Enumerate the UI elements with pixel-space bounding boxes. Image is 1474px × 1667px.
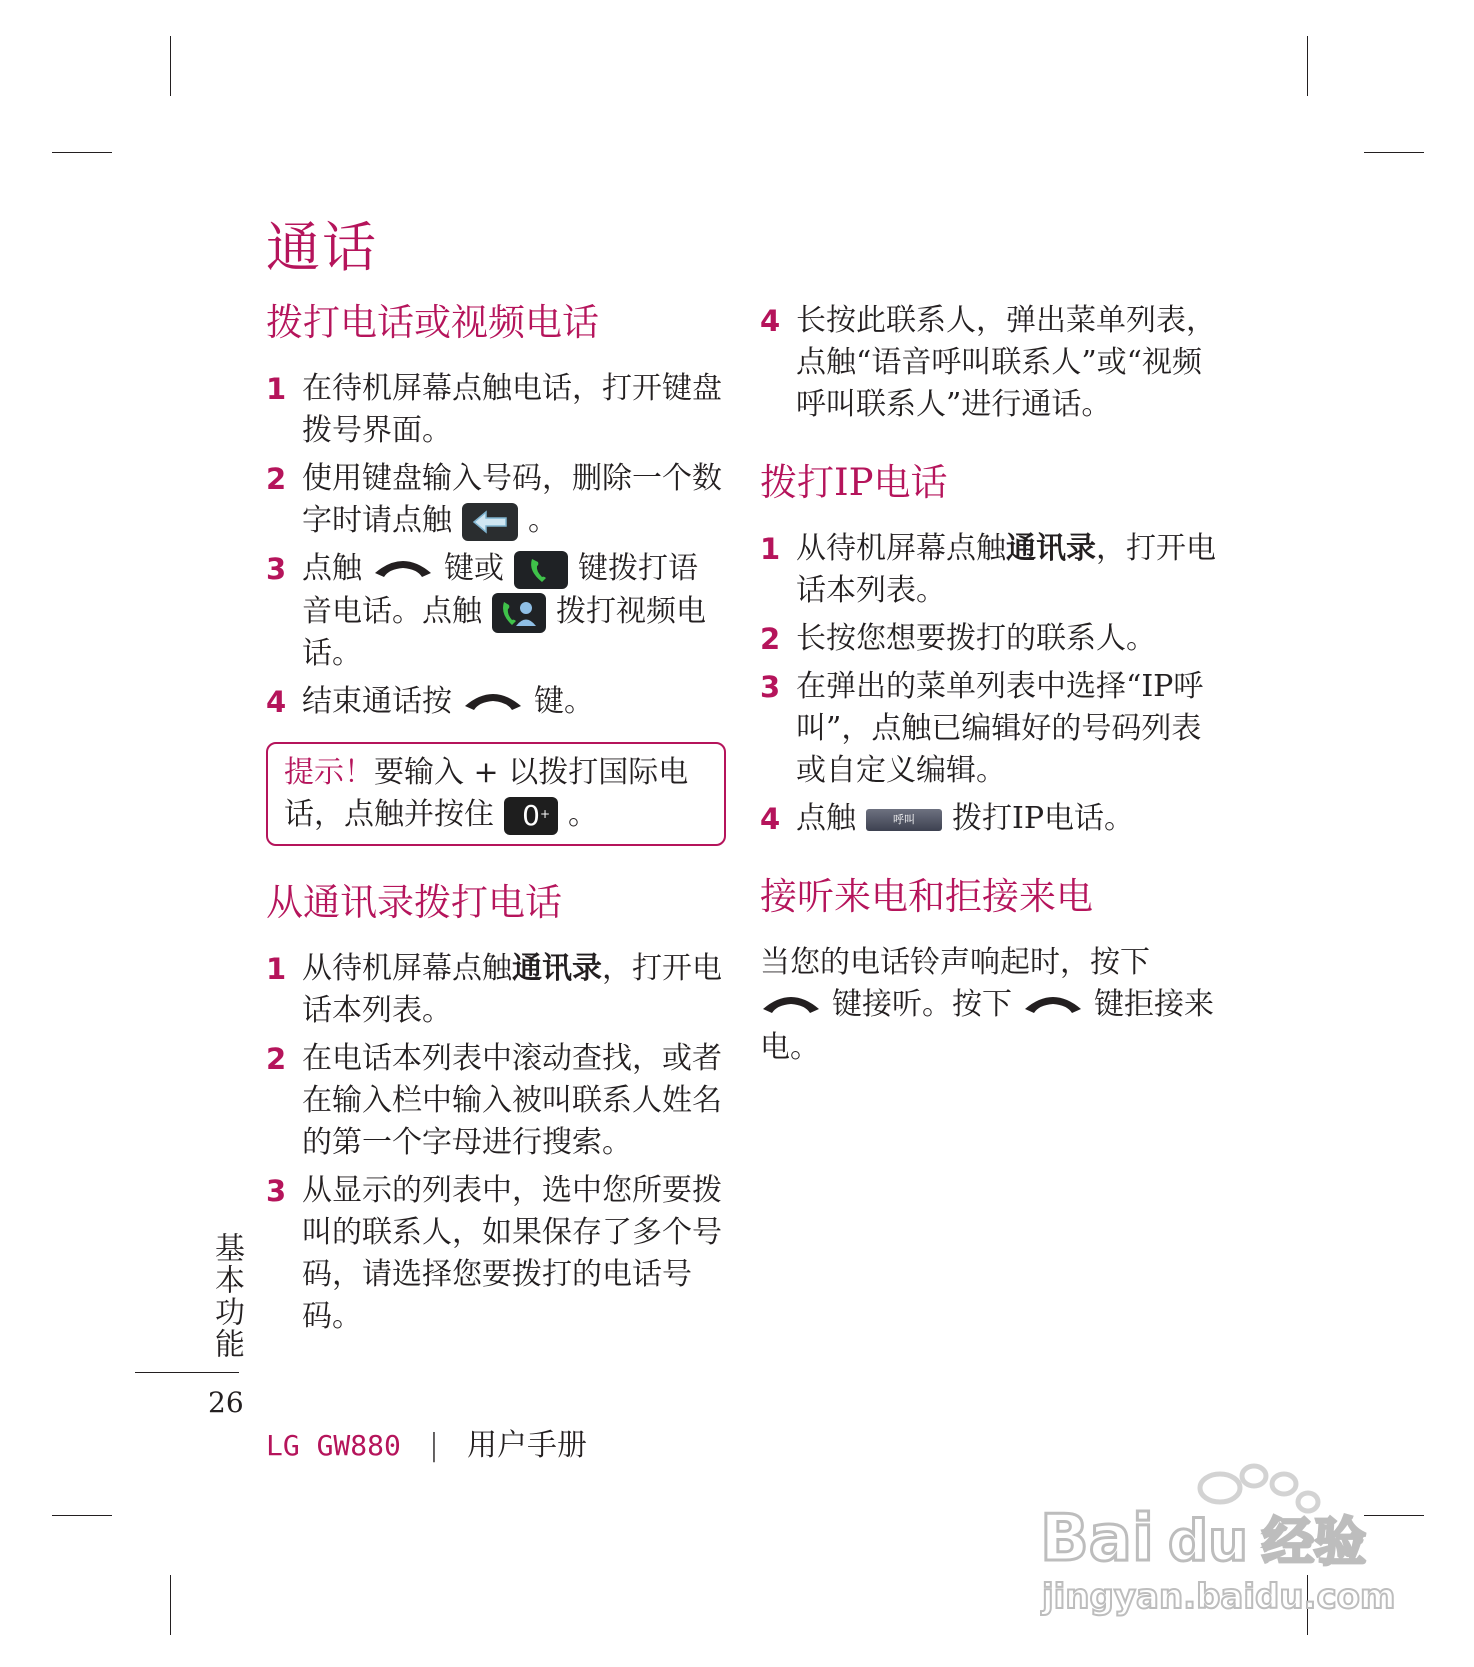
step-text: 从待机屏幕点触 (302, 951, 512, 986)
step-text-end: 。 (528, 503, 558, 538)
ip-steps (760, 528, 1230, 840)
step-text: 键拨打语音电话。点触 (302, 551, 698, 629)
page-number: 26 (208, 1386, 244, 1419)
step-number: 2 (266, 1042, 287, 1076)
video-call-icon (492, 593, 546, 633)
svg-text:jingyan.baidu.com: jingyan.baidu.com (1042, 1577, 1396, 1617)
end-call-icon (462, 682, 524, 724)
handset-icon (372, 549, 434, 591)
step-text: 长按您想要拨打的联系人。 (796, 621, 1156, 656)
step-number: 4 (760, 304, 781, 338)
list-item (266, 368, 726, 452)
chapter-side-label: 基本功能 (209, 1232, 244, 1360)
green-call-icon (514, 551, 568, 589)
page-title: 通话 (266, 216, 378, 279)
handset-icon (760, 985, 822, 1027)
footer (266, 1420, 587, 1464)
contacts-steps-continued (760, 300, 1230, 426)
end-call-icon (1022, 985, 1084, 1027)
step-text-bold: 通讯录 (512, 951, 602, 986)
left-column (266, 300, 726, 1344)
call-button-icon: 呼叫 (866, 809, 942, 831)
step-text: 从显示的列表中，选中您所要拨叫的联系人，如果保存了多个号码，请选择您要拨打的电话号码。 (302, 1173, 722, 1334)
step-number: 4 (760, 802, 781, 836)
step-number: 4 (266, 685, 287, 719)
answer-text: 当您的电话铃声响起时，按下 (760, 945, 1150, 980)
step-number: 3 (266, 1174, 287, 1208)
step-number: 3 (760, 670, 781, 704)
dial-steps (266, 368, 726, 724)
list-item (266, 681, 726, 724)
contacts-steps (266, 948, 726, 1338)
list-item (266, 1170, 726, 1338)
tip-text-end: 。 (568, 797, 598, 832)
section-heading-ip: 拨打IP电话 (760, 461, 948, 504)
step-number: 2 (266, 462, 287, 496)
step-text: 点触 (796, 801, 856, 836)
page-number-rule (135, 1372, 239, 1373)
list-item (266, 1038, 726, 1164)
crop-mark (170, 36, 171, 96)
list-item (760, 798, 1230, 840)
list-item (760, 618, 1230, 660)
answer-text: 键接听。按下 (832, 987, 1012, 1022)
answer-paragraph (760, 942, 1230, 1069)
crop-mark (1307, 36, 1308, 96)
step-text-bold: 通讯录 (1006, 531, 1096, 566)
footer-separator: | (428, 1428, 439, 1463)
step-text-end: 键。 (534, 684, 594, 719)
back-arrow-icon (462, 503, 518, 541)
crop-mark (170, 1575, 171, 1635)
step-text: 从待机屏幕点触 (796, 531, 1006, 566)
tip-label: 提示！ (284, 755, 374, 790)
step-text: 在电话本列表中滚动查找，或者在输入栏中输入被叫联系人姓名的第一个字母进行搜索。 (302, 1041, 722, 1160)
step-text: 结束通话按 (302, 684, 452, 719)
step-number: 1 (266, 372, 287, 406)
list-item (266, 548, 726, 675)
zero-key-plus: + (539, 807, 550, 821)
section-heading-dial: 拨打电话或视频电话 (266, 301, 599, 344)
section-heading-contacts: 从通讯录拨打电话 (266, 881, 562, 924)
list-item (760, 666, 1230, 792)
svg-text:经验: 经验 (1262, 1513, 1367, 1573)
step-number: 1 (760, 532, 781, 566)
footer-manual: 用户手册 (466, 1428, 587, 1463)
step-text-end: ，打开电话本列表。 (796, 531, 1216, 608)
step-number: 3 (266, 552, 287, 586)
zero-key-icon (504, 797, 558, 835)
list-item (266, 948, 726, 1032)
step-number: 2 (760, 622, 781, 656)
answer-text-end: 键拒接来电。 (760, 987, 1214, 1065)
step-text: 使用键盘输入号码，删除一个数字时请点触 (302, 461, 722, 538)
list-item (760, 528, 1230, 612)
step-text: 在待机屏幕点触电话，打开键盘拨号界面。 (302, 371, 722, 448)
list-item (760, 300, 1230, 426)
baidu-watermark-logo (1040, 1440, 1440, 1620)
step-text: 键或 (444, 551, 504, 586)
step-number: 1 (266, 952, 287, 986)
tip-box (266, 742, 726, 846)
step-text: 长按此联系人，弹出菜单列表，点触“语音呼叫联系人”或“视频呼叫联系人”进行通话。 (796, 303, 1216, 422)
zero-key-label: 0 (522, 799, 540, 832)
section-heading-answer: 接听来电和拒接来电 (760, 875, 1093, 918)
svg-text:Bai: Bai (1040, 1502, 1154, 1576)
step-text: 在弹出的菜单列表中选择“IP呼叫”，点触已编辑好的号码列表或自定义编辑。 (796, 669, 1204, 788)
right-column (760, 300, 1230, 1069)
footer-brand: LG GW880 (266, 1429, 401, 1462)
crop-mark (1364, 152, 1424, 153)
svg-text:du: du (1168, 1509, 1248, 1574)
crop-mark (52, 152, 112, 153)
step-text-end: 拨打IP电话。 (952, 801, 1135, 836)
step-text: 点触 (302, 551, 362, 586)
step-text: 拨打视频电话。 (302, 594, 706, 671)
crop-mark (52, 1515, 112, 1516)
step-text-end: ，打开电话本列表。 (302, 951, 722, 1028)
tip-text: 要输入 + 以拨打国际电话，点触并按住 (284, 755, 689, 832)
list-item (266, 458, 726, 542)
